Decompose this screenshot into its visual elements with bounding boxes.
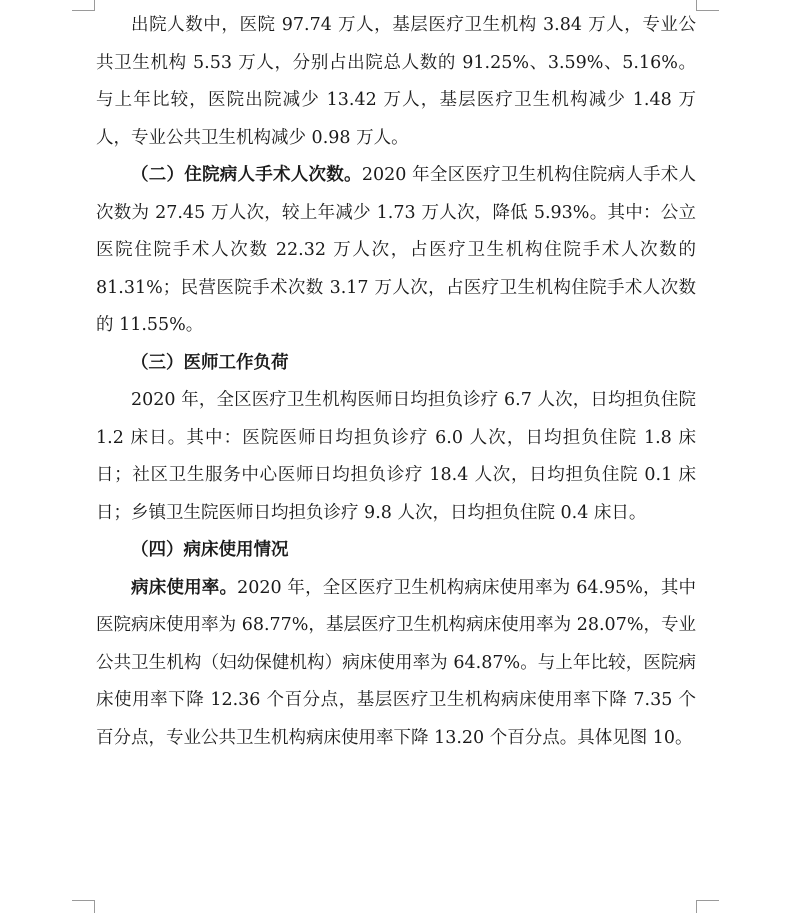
paragraph-lead: 病床使用率。 xyxy=(131,577,238,598)
paragraph-lead: （二）住院病人手术人次数。 xyxy=(131,165,362,185)
paragraph-text: 出院人数中，医院 97.74 万人，基层医疗卫生机构 3.84 万人，专业公共卫生机构 5.53 万人，分别占出院总人数的 91.25%、3.59%、5.16%。与上年比较，医院出院减少 13.42 万人，基层医疗卫生机构减少 1.48 万人，专业公共卫生机构减少 0.98 万人。 xyxy=(96,15,696,148)
crop-mark-bottom-left xyxy=(72,900,95,913)
paragraph-discharge xyxy=(96,7,696,157)
paragraph-physician-workload xyxy=(96,382,696,532)
section-heading-physician-workload: （三）医师工作负荷 xyxy=(131,352,289,373)
paragraph-bed-usage-rate xyxy=(96,570,696,758)
crop-mark-top-left xyxy=(72,0,95,11)
paragraph-text: 2020 年，全区医疗卫生机构病床使用率为 64.95%，其中医院病床使用率为 68.77%，基层医疗卫生机构病床使用率为 28.07%，专业公共卫生机构（妇幼保健机构）病床使用率为 64.87%。与上年比较，医院病床使用率下降 12.36 个百分点，基层医疗卫生机构病床使用率下降 7.35 个百分点，专业公共卫生机构病床使用率下降 13.20 个百分点。具体见图 10。 xyxy=(96,577,697,748)
document-body xyxy=(96,7,696,757)
paragraph-text: 2020 年，全区医疗卫生机构医师日均担负诊疗 6.7 人次，日均担负住院 1.2 床日。其中：医院医师日均担负诊疗 6.0 人次，日均担负住院 1.8 床日；社区卫生服务中心医师日均担负诊疗 18.4 人次，日均担负住院 0.1 床日；乡镇卫生院医师日均担负诊疗 9.8 人次，日均担负住院 0.4 床日。 xyxy=(96,390,696,523)
paragraph-surgery xyxy=(96,157,696,345)
crop-mark-bottom-right xyxy=(696,900,719,913)
crop-mark-top-right xyxy=(696,0,719,11)
paragraph-text: 2020 年全区医疗卫生机构住院病人手术人次数为 27.45 万人次，较上年减少 1.73 万人次，降低 5.93%。其中：公立医院住院手术人次数 22.32 万人次，占医疗卫生机构住院手术人次数的 81.31%；民营医院手术次数 3.17 万人次，占医疗卫生机构住院手术人次数的 11.55%。 xyxy=(96,165,696,335)
section-heading-bed-usage: （四）病床使用情况 xyxy=(131,540,289,560)
